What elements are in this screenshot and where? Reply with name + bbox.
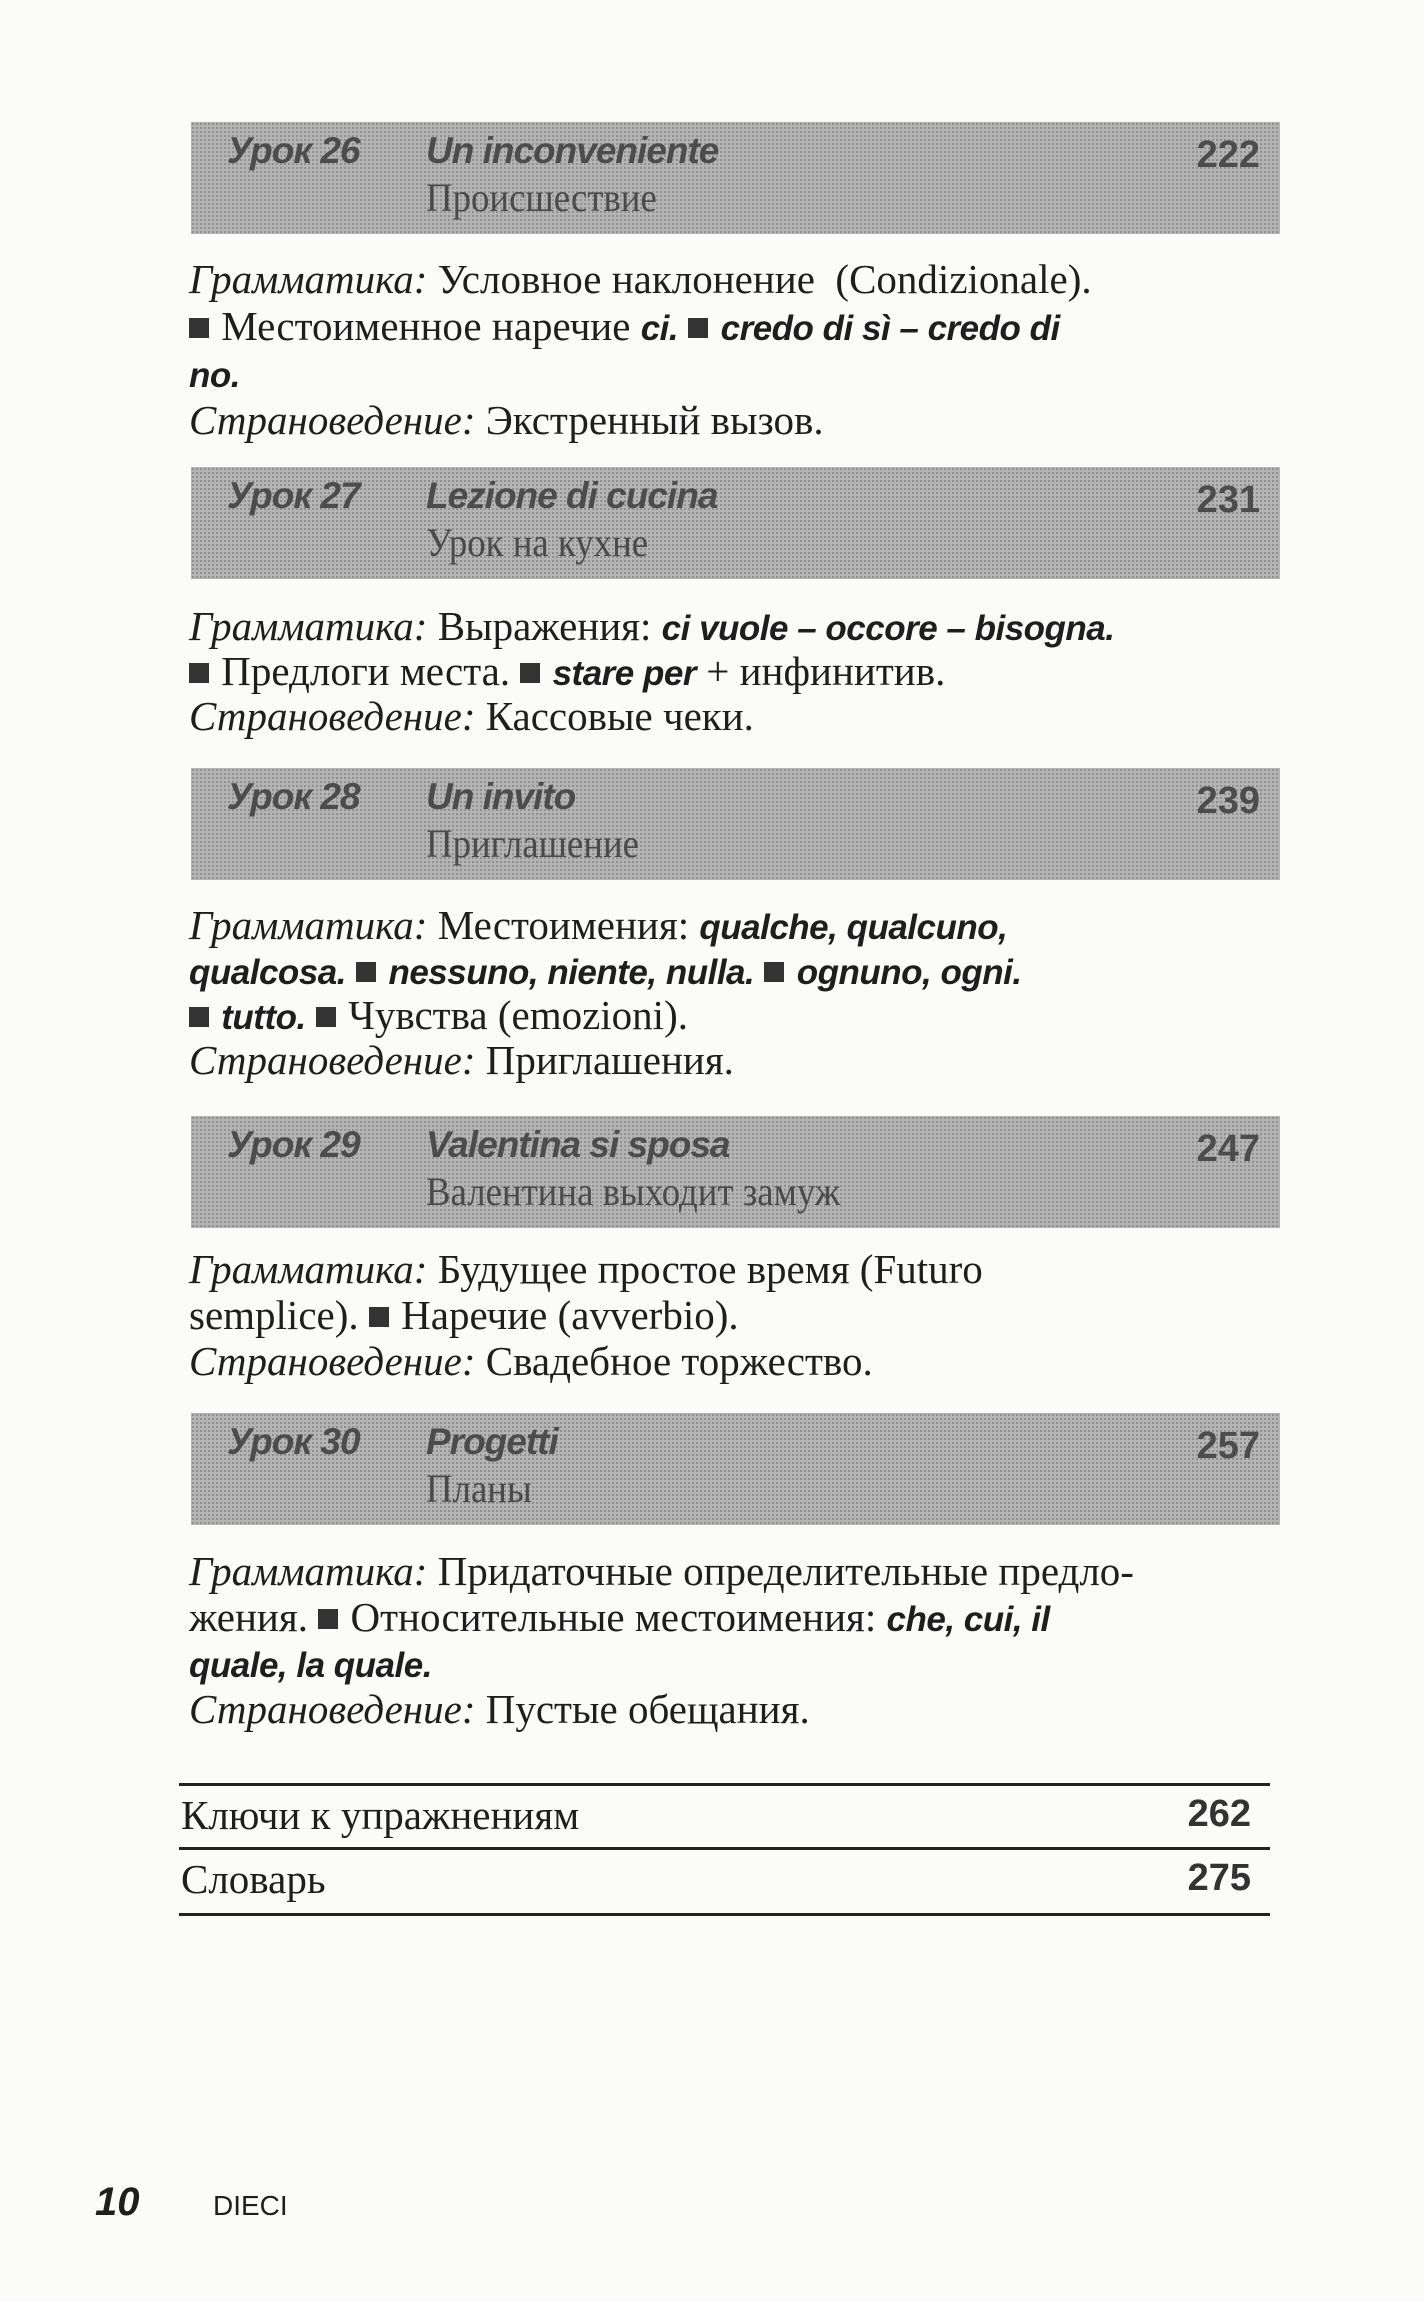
description-line bbox=[189, 1548, 1289, 1594]
description-text bbox=[306, 992, 316, 1038]
description-text: semplice). bbox=[189, 1292, 369, 1338]
section-label: Грамматика: bbox=[189, 256, 428, 302]
description-text: Местоименное наречие bbox=[211, 303, 641, 349]
page-number-word: DIECI bbox=[213, 2190, 288, 2221]
italian-term: credo di sì – credo di bbox=[720, 309, 1060, 348]
section-label: Страноведение: bbox=[189, 1338, 476, 1384]
lesson-page: 257 bbox=[1196, 1425, 1260, 1467]
italian-term: qualcosa. bbox=[189, 953, 346, 992]
lesson-title-italian: Un invito bbox=[426, 776, 576, 817]
italian-term: quale, la quale. bbox=[189, 1646, 432, 1685]
description-line bbox=[189, 350, 1289, 397]
lesson-page: 247 bbox=[1196, 1128, 1260, 1170]
lesson-number: Урок 27 bbox=[227, 475, 360, 516]
toc-page: 262 bbox=[1187, 1793, 1251, 1835]
lesson-title-russian: Происшествие bbox=[426, 175, 657, 220]
toc-entry-keys bbox=[181, 1787, 1251, 1847]
square-bullet-icon bbox=[318, 1609, 338, 1629]
description-text bbox=[678, 303, 688, 349]
description-line bbox=[189, 1038, 1289, 1083]
description-text: жения. bbox=[189, 1594, 319, 1640]
italian-term: nessuno, niente, nulla. bbox=[388, 953, 755, 992]
description-line bbox=[189, 1594, 1289, 1640]
lesson-page: 222 bbox=[1196, 134, 1260, 176]
description-text: Кассовые чеки. bbox=[475, 693, 754, 739]
section-label: Страноведение: bbox=[189, 1037, 476, 1083]
description-text bbox=[211, 992, 221, 1038]
square-bullet-icon bbox=[688, 318, 708, 338]
square-bullet-icon bbox=[764, 962, 784, 982]
description-text: Относительные местоимения: bbox=[340, 1594, 887, 1640]
lesson-header bbox=[191, 122, 1280, 234]
square-bullet-icon bbox=[520, 663, 540, 683]
lesson-number: Урок 28 bbox=[227, 776, 360, 817]
description-text: Свадебное торжество. bbox=[475, 1338, 873, 1384]
section-label: Грамматика: bbox=[189, 603, 428, 649]
lesson-title-italian: Valentina si sposa bbox=[426, 1124, 730, 1165]
lesson-description bbox=[189, 1246, 1289, 1384]
section-label: Страноведение: bbox=[189, 1686, 476, 1732]
description-text bbox=[542, 648, 552, 694]
italian-term: ci. bbox=[640, 309, 679, 348]
lesson-title-italian: Progetti bbox=[426, 1421, 558, 1462]
lesson-page: 231 bbox=[1196, 479, 1260, 521]
lesson-number: Урок 26 bbox=[227, 130, 360, 171]
description-line bbox=[189, 903, 1289, 948]
description-text: Придаточные определительные предло- bbox=[427, 1548, 1134, 1594]
lesson-number: Урок 30 bbox=[227, 1421, 360, 1462]
description-text: Пустые обещания. bbox=[475, 1686, 810, 1732]
description-line bbox=[189, 256, 1289, 303]
lesson-page: 239 bbox=[1196, 780, 1260, 822]
page-number: 10 bbox=[95, 2180, 140, 2224]
description-text bbox=[346, 947, 356, 993]
description-text: Выражения: bbox=[427, 603, 662, 649]
toc-title: Словарь bbox=[181, 1856, 326, 1902]
lesson-title-russian: Валентина выходит замуж bbox=[426, 1169, 841, 1214]
section-label: Грамматика: bbox=[189, 1548, 428, 1594]
lesson-header bbox=[191, 467, 1280, 579]
italian-term: no. bbox=[189, 356, 240, 395]
description-line bbox=[189, 1338, 1289, 1384]
lesson-description bbox=[189, 903, 1289, 1083]
italian-term: ci vuole – occore – bisogna. bbox=[661, 609, 1115, 648]
lesson-title-russian: Урок на кухне bbox=[426, 520, 649, 565]
lesson-header bbox=[191, 1116, 1280, 1228]
section-label: Страноведение: bbox=[189, 693, 476, 739]
description-line bbox=[189, 649, 1289, 694]
lesson-title-russian: Планы bbox=[426, 1466, 532, 1511]
description-line bbox=[189, 694, 1289, 739]
description-text: Местоимения: bbox=[427, 902, 700, 948]
description-line bbox=[189, 1246, 1289, 1292]
square-bullet-icon bbox=[189, 663, 209, 683]
italian-term: qualche, qualcuno, bbox=[699, 908, 1008, 947]
description-line bbox=[189, 1640, 1289, 1686]
lesson-description bbox=[189, 604, 1289, 739]
lesson-title-russian: Приглашение bbox=[426, 821, 639, 866]
lesson-number: Урок 29 bbox=[227, 1124, 360, 1165]
lesson-description bbox=[189, 1548, 1289, 1732]
description-text: Условное наклонение (Condizionale). bbox=[427, 256, 1092, 302]
description-text bbox=[754, 947, 764, 993]
lesson-header bbox=[191, 1413, 1280, 1525]
description-line bbox=[189, 604, 1289, 649]
description-line bbox=[189, 993, 1289, 1038]
italian-term: tutto. bbox=[221, 998, 306, 1037]
italian-term: stare per bbox=[552, 654, 696, 693]
description-line bbox=[189, 1292, 1289, 1338]
description-text: Предлоги места. bbox=[211, 648, 521, 694]
description-text: Приглашения. bbox=[475, 1037, 734, 1083]
lesson-title-italian: Un inconveniente bbox=[426, 130, 719, 171]
description-line bbox=[189, 397, 1289, 444]
italian-term: che, cui, il bbox=[886, 1600, 1050, 1639]
description-text bbox=[710, 303, 720, 349]
description-text: Наречие (avverbio). bbox=[390, 1292, 739, 1338]
section-label: Грамматика: bbox=[189, 1246, 428, 1292]
italian-term: ognuno, ogni. bbox=[796, 953, 1022, 992]
square-bullet-icon bbox=[189, 318, 209, 338]
description-text: + инфинитив. bbox=[695, 648, 946, 694]
description-text bbox=[786, 947, 796, 993]
divider bbox=[179, 1913, 1270, 1916]
lesson-title-italian: Lezione di cucina bbox=[426, 475, 718, 516]
description-text bbox=[378, 947, 388, 993]
lesson-header bbox=[191, 768, 1280, 880]
description-line bbox=[189, 948, 1289, 993]
divider bbox=[179, 1847, 1270, 1850]
section-label: Грамматика: bbox=[189, 902, 428, 948]
square-bullet-icon bbox=[356, 962, 376, 982]
description-line bbox=[189, 1686, 1289, 1732]
square-bullet-icon bbox=[316, 1007, 336, 1027]
description-text: Будущее простое время (Futuro bbox=[427, 1246, 983, 1292]
toc-title: Ключи к упражнениям bbox=[181, 1792, 580, 1838]
section-label: Страноведение: bbox=[189, 397, 476, 443]
description-text: Чувства (emozioni). bbox=[337, 992, 688, 1038]
toc-page: 275 bbox=[1187, 1857, 1251, 1899]
description-line bbox=[189, 303, 1289, 350]
lesson-description bbox=[189, 256, 1289, 444]
description-text: Экстренный вызов. bbox=[475, 397, 824, 443]
toc-entry-dictionary bbox=[181, 1851, 1251, 1911]
square-bullet-icon bbox=[189, 1007, 209, 1027]
square-bullet-icon bbox=[369, 1307, 389, 1327]
divider bbox=[179, 1783, 1270, 1786]
